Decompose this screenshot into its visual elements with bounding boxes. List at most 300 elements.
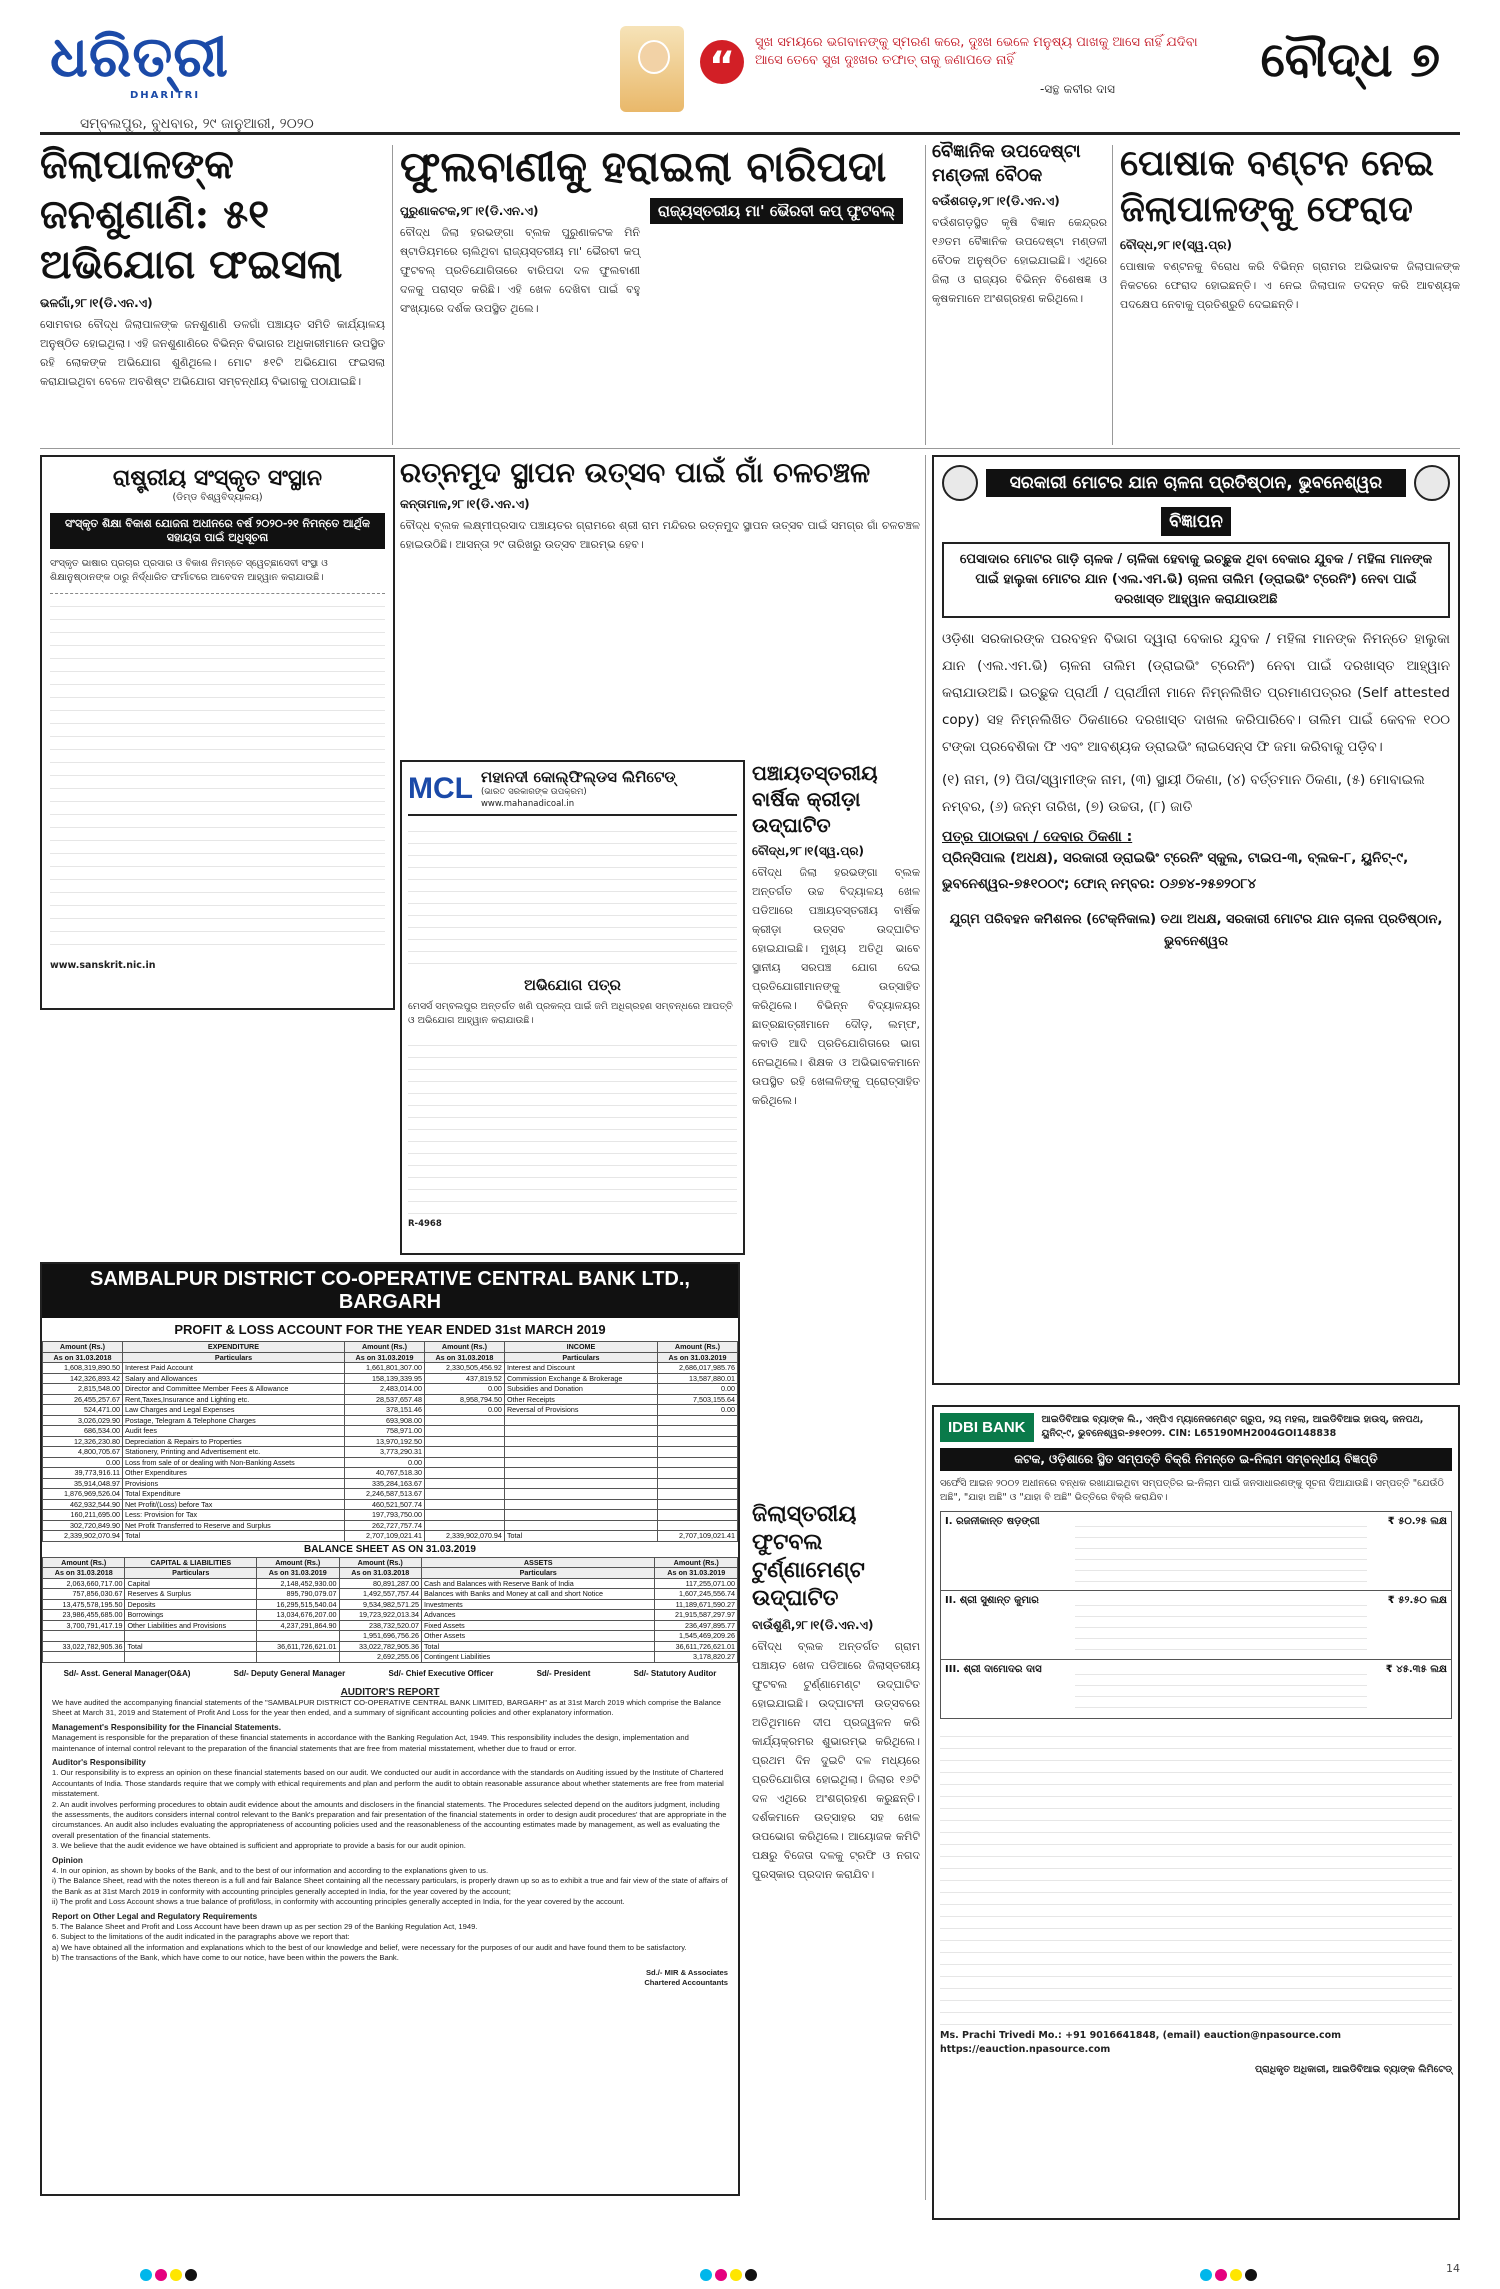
table-cell: 0.00 <box>424 1405 504 1416</box>
story-football-baripada <box>400 140 920 440</box>
table-cell <box>657 1415 737 1426</box>
ad-idbi-auction <box>932 1405 1460 2220</box>
table-cell: Law Charges and Legal Expenses <box>122 1405 344 1416</box>
signature-block: Sd/- Asst. General Manager(O&A) <box>63 1668 191 1678</box>
table-subheader: As on 31.03.2019 <box>657 1352 737 1363</box>
story-byline: ବୌଦ୍ଧ,୨୮।୧(ସ୍ୱ.ପ୍ର) <box>1120 238 1232 252</box>
table-row <box>43 1520 738 1531</box>
story-byline: ବାଉଁଶୁଣି,୨୮।୧(ଡି.ଏନ.ଏ) <box>752 1618 874 1632</box>
table-row <box>43 1436 738 1447</box>
table-cell: Total Expenditure <box>122 1489 344 1500</box>
table-cell: 33,022,782,905.36 <box>43 1641 125 1652</box>
table-row <box>43 1652 738 1663</box>
table-cell: 378,151.46 <box>345 1405 425 1416</box>
table-cell: Other Expenditures <box>122 1468 344 1479</box>
table-cell: 460,521,507.74 <box>345 1499 425 1510</box>
table-cell <box>424 1457 504 1468</box>
story-byline: ବଉଁଶଗଡ଼,୨୮।୧(ଡି.ଏନ.ଏ) <box>932 194 1060 208</box>
column-divider <box>925 145 926 445</box>
mcl-logo: MCL <box>408 772 473 805</box>
ad-code: R-4968 <box>408 1219 442 1229</box>
ad-website[interactable]: https://eauction.npasource.com <box>940 2044 1111 2055</box>
table-cell: Other Liabilities and Provisions <box>125 1620 257 1631</box>
table-cell <box>125 1631 257 1642</box>
table-row <box>43 1457 738 1468</box>
table-cell: 36,611,726,621.01 <box>655 1641 738 1652</box>
table-cell: 1,492,557,757.44 <box>339 1589 421 1600</box>
table-cell: 13,034,676,207.00 <box>257 1610 339 1621</box>
table-cell: 4,800,705.67 <box>43 1447 123 1458</box>
table-cell: Rent,Taxes,Insurance and Lighting etc. <box>122 1394 344 1405</box>
table-cell: 524,471.00 <box>43 1405 123 1416</box>
table-cell: 2,339,902,070.94 <box>43 1531 123 1542</box>
audit-heading: Auditor's Responsibility <box>52 1757 146 1767</box>
table-subheader: Particulars <box>421 1568 655 1579</box>
table-cell <box>424 1447 504 1458</box>
table-cell: 0.00 <box>43 1457 123 1468</box>
signatures-row <box>42 1663 738 1684</box>
table-cell <box>657 1447 737 1458</box>
table-subheader: As on 31.03.2019 <box>655 1568 738 1579</box>
pl-table <box>42 1341 738 1542</box>
saint-portrait-image <box>620 26 684 112</box>
table-cell: 2,815,548.00 <box>43 1384 123 1395</box>
page-number: ୭ <box>1410 32 1440 88</box>
table-cell: Other Receipts <box>504 1394 657 1405</box>
ad-title: ମହାନଦୀ କୋଲ୍‌ଫିଲ୍‌ଡସ ଲିମିଟେଡ୍ <box>480 768 676 786</box>
table-cell: 0.00 <box>345 1457 425 1468</box>
column-divider <box>1112 145 1113 445</box>
table-cell: Salary and Allowances <box>122 1373 344 1384</box>
table-header: Amount (Rs.) <box>345 1342 425 1353</box>
ad-title: ସରକାରୀ ମୋଟର ଯାନ ଚାଳନା ପ୍ରତିଷ୍ଠାନ, ଭୁବନେଶ୍ୱର <box>986 469 1406 497</box>
table-row <box>43 1589 738 1600</box>
audit-paragraph: 3. We believe that the audit evidence we have obtained is sufficient and appropriate to provide a basis for our audit opinion. <box>52 1841 466 1851</box>
table-cell: 28,537,657.48 <box>345 1394 425 1405</box>
story-headline: ପଞ୍ଚାୟତସ୍ତରୀୟ ବାର୍ଷିକ କ୍ରୀଡ଼ା ଉଦ୍‌ଘାଟିତ <box>752 761 878 837</box>
table-cell: Reversal of Provisions <box>504 1405 657 1416</box>
ad-body: ସଂସ୍କୃତ ଭାଷାର ପ୍ରଚାର ପ୍ରସାର ଓ ବିକାଶ ନିମନ୍ତେ ସ୍ୱେଚ୍ଛାସେବୀ ସଂସ୍ଥା ଓ ଶିକ୍ଷାନୁଷ୍ଠାନଙ୍କ ଠାରୁ ନିର୍ଦ୍ଧାରିତ ଫର୍ମାଟରେ ଆବେଦନ ଆହ୍ୱାନ କରାଯାଉଛି। <box>50 558 328 583</box>
table-cell: 437,819.52 <box>424 1373 504 1384</box>
ad-subtitle: (ଭାରତ ସରକାରଙ୍କ ଉପକ୍ରମ) <box>480 787 587 797</box>
table-cell <box>43 1652 125 1663</box>
table-cell <box>424 1478 504 1489</box>
table-cell <box>657 1457 737 1468</box>
table-cell <box>657 1520 737 1531</box>
table-row <box>43 1426 738 1437</box>
table-cell: 40,767,518.30 <box>345 1468 425 1479</box>
table-cell: Provisions <box>122 1478 344 1489</box>
table-cell <box>504 1447 657 1458</box>
table-row <box>43 1641 738 1652</box>
table-cell: 4,237,291,864.90 <box>257 1620 339 1631</box>
table-cell <box>504 1499 657 1510</box>
story-byline: ବୌଦ୍ଧ,୨୮।୧(ସ୍ୱ.ପ୍ର) <box>752 844 864 858</box>
table-subheader: As on 31.03.2018 <box>43 1568 125 1579</box>
quote-icon: “ <box>700 40 744 84</box>
table-cell: 0.00 <box>657 1384 737 1395</box>
page-footer <box>40 2262 1460 2282</box>
table-cell <box>257 1631 339 1642</box>
story-byline: କନ୍ତାମାଳ,୨୮।୧(ଡି.ଏନ.ଏ) <box>400 497 530 511</box>
table-cell: 2,686,017,985.76 <box>657 1363 737 1374</box>
table-cell: 302,720,849.90 <box>43 1520 123 1531</box>
table-cell: 23,986,455,685.00 <box>43 1610 125 1621</box>
table-cell: 11,189,671,590.27 <box>655 1599 738 1610</box>
table-cell: 0.00 <box>657 1405 737 1416</box>
table-cell <box>657 1510 737 1521</box>
table-cell <box>504 1489 657 1500</box>
story-byline: ଭଳଗାଁ,୨୮।୧(ଡି.ଏନ.ଏ) <box>40 296 153 310</box>
story-football-tournament <box>752 1500 920 2200</box>
table-cell: 2,330,505,456.92 <box>424 1363 504 1374</box>
dateline: ସମ୍ବଲପୁର, ବୁଧବାର, ୨୯ ଜାନୁଆରୀ, ୨୦୨୦ <box>80 116 314 132</box>
table-header: Amount (Rs.) <box>257 1557 339 1568</box>
auction-row <box>941 1512 1451 1591</box>
table-row <box>43 1478 738 1489</box>
table-cell <box>424 1510 504 1521</box>
story-body: ବଉଁଶଗଡ଼ସ୍ଥିତ କୃଷି ବିଜ୍ଞାନ କେନ୍ଦ୍ରର ୧୬ତମ ବୈଜ୍ଞାନିକ ଉପଦେଷ୍ଟା ମଣ୍ଡଳୀ ବୈଠକ ଅନୁଷ୍ଠିତ ହୋଇଯାଇଛି। ଏଥିରେ ଜିଲା ଓ ରାଜ୍ୟର ବିଭିନ୍ନ ବିଶେଷଜ୍ଞ ଓ କୃଷକମାନେ ଅଂଶଗ୍ରହଣ କରିଥିଲେ। <box>932 216 1107 305</box>
ad-address: ପ୍ରିନ୍ସିପାଲ (ଅଧକ୍ଷ), ସରକାରୀ ଡ୍ରାଇଭିଂ ଟ୍ରେନିଂ ସ୍କୁଲ, ଟାଇପ-୩, ବ୍ଲକ-୮, ୟୁନିଟ୍-୯, ଭୁବନେଶ୍ୱର-୭୫୧୦୦୯; ଫୋନ୍ ନମ୍ବର: ୦୬୭୪-୨୫୭୨୦୮୪ <box>942 850 1409 892</box>
table-cell: Contingent Liabilities <box>421 1652 655 1663</box>
story-body: ବୌଦ୍ଧ ବ୍ଲକ ଅନ୍ତର୍ଗତ ଗ୍ରାମ ପଞ୍ଚାୟତ ଖେଳ ପଡିଆରେ ଜିଲାସ୍ତରୀୟ ଫୁଟବଲ ଟୁର୍ଣ୍ଣାମେଣ୍ଟ ଉଦ୍‌ଘାଟିତ ହୋଇଯାଇଛି। ଉଦ୍‌ଘାଟନୀ ଉତ୍ସବରେ ଅତିଥିମାନେ ଦୀପ ପ୍ରଜ୍ୱଳନ କରି କାର୍ଯ୍ୟକ୍ରମର ଶୁଭାରମ୍ଭ କରିଥିଲେ। ପ୍ରଥମ ଦିନ ଦୁଇଟି ଦଳ ମଧ୍ୟରେ ପ୍ରତିଯୋଗିତା ହୋଇଥିଲା। ଜିଲାର ୧୬ଟି ଦଳ ଏଥିରେ ଅଂଶଗ୍ରହଣ କରୁଛନ୍ତି। ଦର୍ଶକମାନେ ଉତ୍ସାହର ସହ ଖେଳ ଉପଭୋଗ କରିଥିଲେ। ଆୟୋଜକ କମିଟି ପକ୍ଷରୁ ବିଜେତା ଦଳକୁ ଟ୍ରଫି ଓ ନଗଦ ପୁରସ୍କାର ପ୍ରଦାନ କରାଯିବ। <box>752 1640 920 1881</box>
story-body: ସୋମବାର ବୌଦ୍ଧ ଜିଲାପାଳଙ୍କ ଜନଶୁଣାଣି ଡଳଗାଁ ପଞ୍ଚାୟତ ସମିତି କାର୍ଯ୍ୟାଳୟ ଅନୁଷ୍ଠିତ ହୋଇଥିଲା। ଏହି ଜନଶୁଣାଣିରେ ବିଭିନ୍ନ ବିଭାଗର ଅଧିକାରୀମାନେ ଉପସ୍ଥିତ ରହି ଲୋକଙ୍କ ଅଭିଯୋଗ ଶୁଣିଥିଲେ। ମୋଟ ୫୧ଟି ଅଭିଯୋଗ ଫଇସଲା କରାଯାଇଥିବା ବେଳେ ଅବଶିଷ୍ଟ ଅଭିଯୋଗ ସମ୍ବନ୍ଧୀୟ ବିଭାଗକୁ ପଠାଯାଇଛି। <box>40 318 385 388</box>
quote-author: -ସନ୍ଥ କବୀର ଦାସ <box>1040 82 1115 96</box>
audit-heading: Opinion <box>52 1855 83 1865</box>
table-subheader: As on 31.03.2018 <box>339 1568 421 1579</box>
table-cell: 160,211,695.00 <box>43 1510 123 1521</box>
table-cell: 1,607,245,556.74 <box>655 1589 738 1600</box>
table-cell: 2,707,109,021.41 <box>345 1531 425 1542</box>
section-tag <box>1261 32 1440 89</box>
table-cell <box>504 1468 657 1479</box>
table-cell <box>657 1489 737 1500</box>
signature-block: Sd/- Statutory Auditor <box>633 1668 717 1678</box>
color-registration-marks <box>140 2266 200 2278</box>
table-cell <box>504 1478 657 1489</box>
table-row <box>43 1620 738 1631</box>
ad-body: ମେସର୍ସ ସମ୍ବଲପୁର ଅନ୍ତର୍ଗତ ଖଣି ପ୍ରକଳ୍ପ ପାଇଁ ଜମି ଅଧିଗ୍ରହଣ ସମ୍ବନ୍ଧରେ ଆପତ୍ତି ଓ ଅଭିଯୋଗ ଆହ୍ୱାନ କରାଯାଉଛି। <box>408 1001 733 1026</box>
table-cell: 8,958,794.50 <box>424 1394 504 1405</box>
table-cell: Cash and Balances with Reserve Bank of India <box>421 1578 655 1589</box>
table-cell: 13,475,578,195.50 <box>43 1599 125 1610</box>
auction-row-price: ₹ ୫୨.୫୦ ଲକ୍ଷ <box>1387 1595 1447 1606</box>
ad-body: ଓଡ଼ିଶା ସରକାରଙ୍କ ପରବହନ ବିଭାଗ ଦ୍ୱାରା ବେକାର ଯୁବକ / ମହିଳା ମାନଙ୍କ ନିମନ୍ତେ ହାଲୁକା ଯାନ (ଏଲ.ଏମ.ଭି) ଚାଳନା ତାଲିମ (ଡ୍ରାଇଭିଂ ଟ୍ରେନିଂ) ନେବା ପାଇଁ ଦରଖାସ୍ତ ଆହ୍ୱାନ କରାଯାଉଅଛି। ଇଚ୍ଛୁକ ପ୍ରାର୍ଥୀ / ପ୍ରାର୍ଥୀନୀ ମାନେ ନିମ୍ନଲିଖିତ ପ୍ରମାଣପତ୍ରର (Self attested copy) ସହ ନିମ୍ନଲିଖିତ ଠିକଣାରେ ଦରଖାସ୍ତ ଦାଖଲ କରିପାରିବେ। ତାଲିମ ପାଇଁ କେବଳ ୧୦୦ ଟଙ୍କା ପ୍ରବେଶିକା ଫି ଏବଂ ଆବଶ୍ୟକ ଡ୍ରାଇଭିଂ ଲାଇସେନ୍ସ ଫି ଜମା କରିବାକୁ ପଡ଼ିବ। <box>942 631 1450 755</box>
ad-banner: କଟକ, ଓଡ଼ିଶାରେ ସ୍ଥିତ ସମ୍ପତ୍ତି ବିକ୍ରି ନିମନ୍ତେ ଇ-ନିଲାମ ସମ୍ବନ୍ଧୀୟ ବିଜ୍ଞପ୍ତି <box>940 1448 1452 1471</box>
table-cell: 895,790,079.07 <box>257 1589 339 1600</box>
table-cell: 80,891,287.00 <box>339 1578 421 1589</box>
story-body: ବୌଦ୍ଧ ଜିଲା ହରଭଙ୍ଗା ବ୍ଲକ ଅନ୍ତର୍ଗତ ଉଚ୍ଚ ବିଦ୍ୟାଳୟ ଖେଳ ପଡିଆରେ ପଞ୍ଚାୟତସ୍ତରୀୟ ବାର୍ଷିକ କ୍ରୀଡ଼ା ଉତ୍ସବ ଉଦ୍‌ଘାଟିତ ହୋଇଯାଇଛି। ମୁଖ୍ୟ ଅତିଥି ଭାବେ ସ୍ଥାନୀୟ ସରପଞ୍ଚ ଯୋଗ ଦେଇ ପ୍ରତିଯୋଗୀମାନଙ୍କୁ ଉତ୍ସାହିତ କରିଥିଲେ। ବିଭିନ୍ନ ବିଦ୍ୟାଳୟର ଛାତ୍ରଛାତ୍ରୀମାନେ ଦୌଡ଼, ଲମ୍ଫ, କବାଡି ଆଦି ପ୍ରତିଯୋଗିତାରେ ଭାଗ ନେଇଥିଲେ। ଶିକ୍ଷକ ଓ ଅଭିଭାବକମାନେ ଉପସ୍ଥିତ ରହି ଖେଳାଳିଙ୍କୁ ପ୍ରୋତ୍ସାହିତ କରିଥିଲେ। <box>752 866 920 1107</box>
table-cell <box>657 1426 737 1437</box>
table-subheader: Particulars <box>125 1568 257 1579</box>
table-cell: Investments <box>421 1599 655 1610</box>
ad-website[interactable]: www.mahanadicoal.in <box>480 799 575 809</box>
audit-paragraph: ii) The profit and Loss Account shows a true balance of profit/loss, in conformity with accounting principles generally accepted in India, for the year covered by the account. <box>52 1897 625 1907</box>
table-cell: 3,026,029.90 <box>43 1415 123 1426</box>
audit-paragraph: 6. Subject to the limitations of the audit indicated in the paragraphs above we report that: <box>52 1932 350 1942</box>
table-cell: Other Assets <box>421 1631 655 1642</box>
ad-items: (୧) ନାମ, (୨) ପିତା/ସ୍ୱାମୀଙ୍କ ନାମ, (୩) ସ୍ଥାୟୀ ଠିକଣା, (୪) ବର୍ତ୍ତମାନ ଠିକଣା, (୫) ମୋବାଇଲ ନମ୍ବର, (୬) ଜନ୍ମ ତାରିଖ, (୭) ଉଚ୍ଚତା, (୮) ଜାତି <box>942 772 1425 815</box>
story-headline: ବୈଜ୍ଞାନିକ ଉପଦେଷ୍ଟା ମଣ୍ଡଳୀ ବୈଠକ <box>932 141 1081 186</box>
ad-table <box>408 820 737 970</box>
table-cell: 236,497,895.77 <box>655 1620 738 1631</box>
table-row <box>43 1599 738 1610</box>
table-cell: 35,914,048.97 <box>43 1478 123 1489</box>
table-cell: 1,951,696,756.26 <box>339 1631 421 1642</box>
table-cell: Deposits <box>125 1599 257 1610</box>
table-cell <box>424 1436 504 1447</box>
table-header: ASSETS <box>421 1557 655 1568</box>
table-cell: Net Profit/(Loss) before Tax <box>122 1499 344 1510</box>
table-cell <box>424 1499 504 1510</box>
audit-signature-title: Chartered Accountants <box>644 1978 728 1988</box>
table-cell <box>424 1489 504 1500</box>
ad-motor-training <box>932 455 1460 1385</box>
table-cell <box>424 1468 504 1479</box>
audit-title: AUDITOR'S REPORT <box>340 1686 440 1698</box>
ad-address-heading: ପତ୍ର ପାଠାଇବା / ଦେବାର ଠିକଣା : <box>942 829 1133 845</box>
table-cell: Less: Provision for Tax <box>122 1510 344 1521</box>
table-subheader: Particulars <box>504 1352 657 1363</box>
table-header: Amount (Rs.) <box>424 1342 504 1353</box>
table-cell: 2,339,902,070.94 <box>424 1531 504 1542</box>
table-cell: 462,932,544.90 <box>43 1499 123 1510</box>
table-cell: 1,661,801,307.00 <box>345 1363 425 1374</box>
audit-paragraph: a) We have obtained all the information and explanations which to the best of our knowledge and belief, were necessary for the purposes of our audit and have found them to be satisfactory. <box>52 1942 687 1952</box>
table-cell: Borrowings <box>125 1610 257 1621</box>
ad-terms <box>940 1725 1452 2025</box>
ad-body: ସର୍ଫେସି ଆଇନ ୨୦୦୨ ଅଧୀନରେ ବନ୍ଧକ ରଖାଯାଇଥିବା ସମ୍ପତ୍ତିର ଇ-ନିଲାମ ପାଇଁ ଜନସାଧାରଣଙ୍କୁ ସୂଚନା ଦିଆଯାଉଛି। ସମ୍ପତ୍ତି "ଯେଉଁଠି ଅଛି", "ଯାହା ଅଛି" ଓ "ଯାହା ବି ଅଛି" ଭିତ୍ତିରେ ବିକ୍ରି କରାଯିବ। <box>940 1478 1444 1503</box>
table-row <box>43 1531 738 1542</box>
table-cell: 39,773,916.11 <box>43 1468 123 1479</box>
table-cell: Loss from sale of or dealing with Non-Banking Assets <box>122 1457 344 1468</box>
column-divider <box>925 455 926 2200</box>
table-cell: 7,503,155.64 <box>657 1394 737 1405</box>
table-cell: 2,692,255.06 <box>339 1652 421 1663</box>
table-cell <box>504 1436 657 1447</box>
table-row <box>43 1468 738 1479</box>
table-cell <box>125 1652 257 1663</box>
table-cell: Commission Exchange & Brokerage <box>504 1373 657 1384</box>
table-row <box>43 1384 738 1395</box>
emblem-icon <box>942 465 978 501</box>
table-header: EXPENDITURE <box>122 1342 344 1353</box>
story-headline: ଜିଲାସ୍ତରୀୟ ଫୁଟବଲ ଟୁର୍ଣ୍ଣାମେଣ୍ଟ ଉଦ୍‌ଘାଟିତ <box>752 1501 865 1611</box>
newspaper-logo-sub: DHARITRI <box>130 90 201 101</box>
table-cell <box>43 1631 125 1642</box>
table-cell: 2,063,660,717.00 <box>43 1578 125 1589</box>
table-row <box>43 1363 738 1374</box>
table-cell: Audit fees <box>122 1426 344 1437</box>
table-cell: Net Profit Transferred to Reserve and Surplus <box>122 1520 344 1531</box>
audit-paragraph: i) The Balance Sheet, read with the notes thereon is a full and fair Balance Sheet containing all the necessary particulars, is properly drawn up so as to exhibit a true and fair view of the state of affairs of the Bank as at 31st March 2019 in conformity with accounting principles generally accepted in India, for the year covered by the account; <box>52 1876 728 1896</box>
auction-row <box>941 1591 1451 1660</box>
newspaper-logo: ଧରିତ୍ରୀ <box>50 24 229 90</box>
table-cell: 9,534,982,571.25 <box>339 1599 421 1610</box>
audit-heading: Report on Other Legal and Regulatory Requirements <box>52 1911 258 1921</box>
story-jana-shunani <box>40 140 385 440</box>
auction-row-label: I. ରଜନୀକାନ୍ତ ଷଡ଼ଙ୍ଗୀ <box>945 1516 1040 1527</box>
ad-fine-print <box>50 593 385 953</box>
table-cell <box>504 1426 657 1437</box>
table-header: Amount (Rs.) <box>339 1557 421 1568</box>
audit-intro: We have audited the accompanying financial statements of the "SAMBALPUR DISTRICT CO-OPERATIVE CENTRAL BANK LIMITED, BARGARH" as at 31st March 2019 which comprise the Balance Sheet at March 31, 2019 and Statement of Profit And Loss for the year then ended, and a summary of significant accounting policies and other explanatory information. <box>52 1697 721 1718</box>
ad-banner: ସଂସ୍କୃତ ଶିକ୍ଷା ବିକାଶ ଯୋଜନା ଅଧୀନରେ ବର୍ଷ ୨୦୨୦-୨୧ ନିମନ୍ତେ ଆର୍ଥିକ ସହାୟତା ପାଇଁ ଅଧିସୂଚନା <box>50 513 385 549</box>
table-cell: Fixed Assets <box>421 1620 655 1631</box>
story-headline: ରତ୍ନମୁଦ ସ୍ଥାପନ ଉତ୍ସବ ପାଇଁ ଗାଁ ଚଳଚଞ୍ଚଳ <box>400 456 871 489</box>
color-registration-marks <box>1200 2266 1260 2278</box>
table-cell: 3,700,791,417.19 <box>43 1620 125 1631</box>
table-subheader: As on 31.03.2019 <box>257 1568 339 1579</box>
table-cell <box>504 1415 657 1426</box>
table-row <box>43 1489 738 1500</box>
pl-title: PROFIT & LOSS ACCOUNT FOR THE YEAR ENDED 31st MARCH 2019 <box>174 1322 606 1337</box>
story-headline: ଜିଲାପାଳଙ୍କ ଜନଶୁଣାଣି: ୫୧ ଅଭିଯୋଗ ଫଇସଲା <box>40 141 343 288</box>
bs-table <box>42 1557 738 1663</box>
table-cell <box>424 1415 504 1426</box>
ad-signature: ପ୍ରାଧିକୃତ ଅଧିକାରୀ, ଆଇଡିବିଆଇ ବ୍ୟାଙ୍କ ଲିମିଟେଡ୍ <box>1255 2064 1452 2075</box>
ad-subtitle: (ଡିମ୍ଡ ବିଶ୍ୱବିଦ୍ୟାଳୟ) <box>172 492 263 503</box>
table-cell <box>657 1436 737 1447</box>
ad-title: ରାଷ୍ଟ୍ରୀୟ ସଂସ୍କୃତ ସଂସ୍ଥାନ <box>112 465 323 491</box>
table-header: Amount (Rs.) <box>43 1557 125 1568</box>
table-cell: 262,727,757.74 <box>345 1520 425 1531</box>
table-cell: 197,793,750.00 <box>345 1510 425 1521</box>
table-subheader: As on 31.03.2018 <box>424 1352 504 1363</box>
table-cell: 2,707,109,021.41 <box>657 1531 737 1542</box>
financial-statement <box>40 1262 740 2196</box>
table-cell: Total <box>122 1531 344 1542</box>
table-cell: 19,723,922,013.34 <box>339 1610 421 1621</box>
table-cell: 3,178,820.27 <box>655 1652 738 1663</box>
ad-website[interactable]: www.sanskrit.nic.in <box>50 960 156 971</box>
table-cell: Reserves & Surplus <box>125 1589 257 1600</box>
signature-block: Sd/- Deputy General Manager <box>233 1668 346 1678</box>
emblem-icon <box>1414 465 1450 501</box>
table-cell: 1,608,319,890.50 <box>43 1363 123 1374</box>
table-cell <box>504 1510 657 1521</box>
table-cell: 686,534.00 <box>43 1426 123 1437</box>
table-cell: 0.00 <box>424 1384 504 1395</box>
ad-mcl <box>400 760 745 1255</box>
table-cell <box>657 1468 737 1479</box>
table-cell: 1,545,469,209.26 <box>655 1631 738 1642</box>
table-cell: 13,587,880.01 <box>657 1373 737 1384</box>
auction-row-price: ₹ ୪୫.୩୫ ଲକ୍ଷ <box>1385 1664 1447 1675</box>
idbi-logo: IDBI BANK <box>940 1413 1034 1442</box>
table-cell: Total <box>125 1641 257 1652</box>
masthead <box>40 20 1460 135</box>
story-ratnamuda <box>400 455 920 775</box>
ad-header: ଆଇଡିବିଆଇ ବ୍ୟାଙ୍କ ଲି., ଏନ୍‌ପିଏ ମ୍ୟାନେଜମେଣ୍ଟ ଗ୍ରୁପ, ୨ୟ ମହଲା, ଆଇଡିବିଆଇ ହାଉସ୍, ଜନପଥ, ୟୁନିଟ୍-୯, ଭୁବନେଶ୍ୱର-୭୫୧୦୨୨. CIN: L65190MH2004GOI148838 <box>1041 1414 1424 1439</box>
auction-table <box>940 1511 1452 1719</box>
table-cell: 238,732,520.07 <box>339 1620 421 1631</box>
story-byline: ପୁରୁଣାକଟକ,୨୮।୧(ଡି.ଏନ.ଏ) <box>400 204 539 218</box>
ad-support: Ms. Prachi Trivedi Mo.: +91 9016641848, (email) eauction@npasource.com <box>940 2030 1342 2041</box>
table-cell <box>657 1499 737 1510</box>
table-cell: 2,148,452,930.00 <box>257 1578 339 1589</box>
auction-row-price: ₹ ୫୦.୨୫ ଲକ୍ଷ <box>1387 1516 1447 1527</box>
auction-row <box>941 1660 1451 1718</box>
row-divider <box>40 448 1460 449</box>
table-cell: Postage, Telegram & Telephone Charges <box>122 1415 344 1426</box>
table-cell: 2,246,587,513.67 <box>345 1489 425 1500</box>
story-headline: ଫୁଲବାଣୀକୁ ହରାଇଲା ବାରିପଦା <box>400 142 887 191</box>
ad-section-title: ଅଭିଯୋଗ ପତ୍ର <box>524 976 621 994</box>
audit-paragraph: b) The transactions of the Bank, which have come to our notice, have been within the powers the Bank. <box>52 1953 399 1963</box>
bs-title: BALANCE SHEET AS ON 31.03.2019 <box>304 1543 476 1555</box>
table-cell: Subsidies and Donation <box>504 1384 657 1395</box>
audit-signature: Sd./- MIR & Associates <box>645 1967 728 1977</box>
print-page-number: 14 <box>1446 2262 1460 2275</box>
table-header: Amount (Rs.) <box>655 1557 738 1568</box>
table-row <box>43 1578 738 1589</box>
table-cell: Capital <box>125 1578 257 1589</box>
table-cell <box>657 1478 737 1489</box>
table-cell: 12,326,230.80 <box>43 1436 123 1447</box>
table-row <box>43 1610 738 1621</box>
table-cell: Total <box>504 1531 657 1542</box>
table-subheader: As on 31.03.2019 <box>345 1352 425 1363</box>
audit-paragraph: 2. An audit involves performing procedures to obtain audit evidence about the amounts and disclosers in the financial statements. The Procedures selected depend on the auditors judgment, including the assessments, the auditors considers internal control relevant to the Bank's preparation and fair presentation of the financial statements in order to design audit procedures' that are appropriate in the circumstances. An audit also includes evaluating the appropriateness of accounting policies used and the reasonableness of the accounting estimates made by management, as well as evaluating the overall presentation of the financial statements. <box>52 1799 727 1840</box>
table-cell <box>504 1457 657 1468</box>
table-row <box>43 1447 738 1458</box>
audit-heading: Management's Responsibility for the Financial Statements. <box>52 1722 281 1732</box>
table-cell: Stationery, Printing and Advertisement etc. <box>122 1447 344 1458</box>
audit-paragraph: 1. Our responsibility is to express an opinion on these financial statements based on our audit. We conducted our audit in accordance with the standards on Auditing issued by the Institute of Chartered Accountants of India. Those standards require that we comply with ethical requirements and plan and perform the audit to obtain reasonable assurance about whether statements are free from material misstatement. <box>52 1768 724 1799</box>
story-scientific-advisory <box>932 140 1107 440</box>
color-registration-marks <box>700 2266 760 2278</box>
audit-paragraph: Management is responsible for the preparation of these financial statements in accordance with the Banking Regulation Act, 1949. This responsibility includes the design, implementation and maintenance of internal control relevant to the preparation of the financial statements that are free from material misstatement, whether due to fraud or error. <box>52 1733 689 1753</box>
table-cell: Total <box>421 1641 655 1652</box>
table-cell: 1,876,969,526.04 <box>43 1489 123 1500</box>
table-row <box>43 1510 738 1521</box>
table-cell: 142,326,893.42 <box>43 1373 123 1384</box>
table-row <box>43 1373 738 1384</box>
story-headline: ପୋଷାକ ବଣ୍ଟନ ନେଇ ଜିଲାପାଳଙ୍କୁ ଫେରାଦ <box>1120 142 1434 230</box>
table-cell: 33,022,782,905.36 <box>339 1641 421 1652</box>
audit-paragraph: 5. The Balance Sheet and Profit and Loss Account have been drawn up as per section 29 of the Banking Regulation Act, 1949. <box>52 1922 478 1932</box>
table-subheader: As on 31.03.2018 <box>43 1352 123 1363</box>
table-cell: Depreciation & Repairs to Properties <box>122 1436 344 1447</box>
auction-row-label: III. ଶ୍ରୀ ଦାମୋଦର ଦାସ <box>945 1664 1042 1675</box>
table-cell <box>257 1652 339 1663</box>
table-cell: 21,915,587,297.97 <box>655 1610 738 1621</box>
table-cell: Advances <box>421 1610 655 1621</box>
table-cell: Director and Committee Member Fees & Allowance <box>122 1384 344 1395</box>
table-cell <box>424 1426 504 1437</box>
auditors-report <box>42 1684 738 1993</box>
table-cell: 2,483,014.00 <box>345 1384 425 1395</box>
ad-fine-print <box>408 1034 737 1214</box>
table-cell: 26,455,257.67 <box>43 1394 123 1405</box>
table-row <box>43 1499 738 1510</box>
table-cell: 16,295,515,540.04 <box>257 1599 339 1610</box>
story-body: ବୌଦ୍ଧ ଜିଲା ହରଭଙ୍ଗା ବ୍ଲକ ପୁରୁଣାକଟକ ମିନି ଷ୍ଟାଡିୟମରେ ଚାଲିଥିବା ରାଜ୍ୟସ୍ତରୀୟ ମା' ଭୈରବୀ କପ୍ ଫୁଟବଲ୍ ପ୍ରତିଯୋଗିତାରେ ବାରିପଦା ଦଳ ଫୁଲବାଣୀ ଦଳକୁ ପରାସ୍ତ କରିଛି। ଏହି ଖେଳ ଦେଖିବା ପାଇଁ ବହୁ ସଂଖ୍ୟାରେ ଦର୍ଶକ ଉପସ୍ଥିତ ଥିଲେ। <box>400 226 640 315</box>
table-cell: Balances with Banks and Money at call and short Notice <box>421 1589 655 1600</box>
table-cell: 758,971.00 <box>345 1426 425 1437</box>
ad-badge: ବିଜ୍ଞାପନ <box>1161 507 1231 536</box>
ad-sanskrit-sansthan <box>40 455 395 1010</box>
table-subheader: Particulars <box>122 1352 344 1363</box>
table-cell: 335,284,163.67 <box>345 1478 425 1489</box>
table-row <box>43 1415 738 1426</box>
table-cell: Interest and Discount <box>504 1363 657 1374</box>
table-header: Amount (Rs.) <box>657 1342 737 1353</box>
table-header: INCOME <box>504 1342 657 1353</box>
table-cell: 117,255,071.00 <box>655 1578 738 1589</box>
table-header: CAPITAL & LIABILITIES <box>125 1557 257 1568</box>
